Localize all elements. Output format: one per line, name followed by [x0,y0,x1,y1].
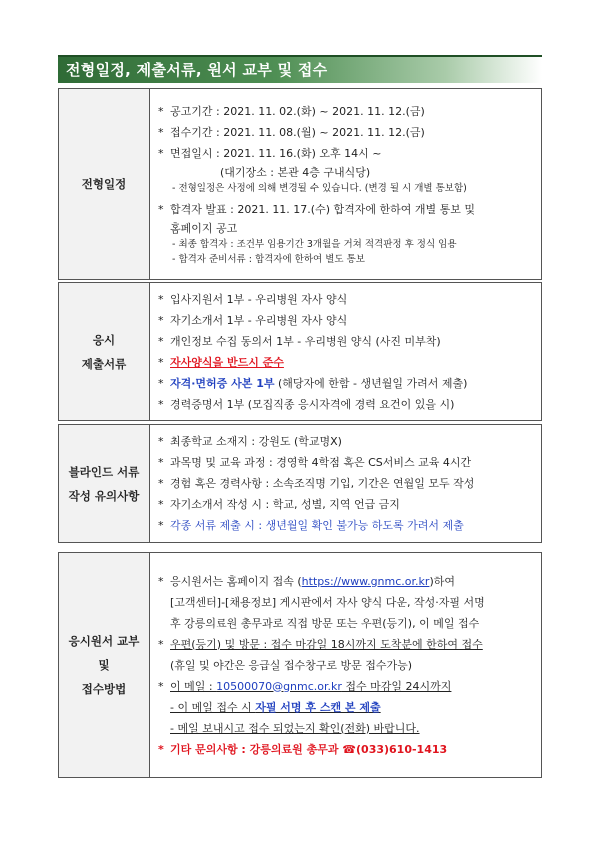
blind-content [150,425,542,543]
documents-item-2: * 자기소개서 1부 - 우리병원 자사 양식 [158,313,348,327]
application-item-1-line-2: [고객센터]-[채용정보] 게시판에서 자사 양식 다운, 작성·자필 서명 [170,595,485,609]
application-item-6: * 기타 문의사항 : 강릉의료원 총무과 ☎(033)610-1413 [158,742,448,756]
documents-item-4: * 자사양식을 반드시 준수 [158,355,284,369]
schedule-table [58,88,542,280]
documents-item-5: * 자격·면허증 사본 1부 (해당자에 한함 - 생년월일 가려서 제출) [158,376,468,390]
documents-table [58,282,542,421]
application-item-3: * 이 메일 : 10500070@gnmc.or.kr 접수 마감일 24시까지 [158,679,452,693]
schedule-notice: * 공고기간 : 2021. 11. 02.(화) ~ 2021. 11. 12.(금) [158,105,425,118]
blind-item-4: * 자기소개서 작성 시 : 학교, 성별, 지역 언급 금지 [158,498,400,511]
application-item-1: * 응시원서는 홈페이지 접속 (https://www.gnmc.or.kr)하여 [158,574,455,588]
blind-item-5: * 각종 서류 제출 시 : 생년월일 확인 불가능 하도록 가려서 제출 [158,519,464,532]
homepage-link[interactable]: https://www.gnmc.or.kr [301,574,430,588]
blind-item-2: * 과목명 및 교육 과정 : 경영학 4학점 혹은 CS서비스 교육 4시간 [158,456,472,469]
section-title: 전형일정, 제출서류, 원서 교부 및 접수 [58,55,542,83]
blind-table [58,424,542,543]
schedule-label: 전형일정 [59,89,150,280]
schedule-result-note-2: - 합격자 준비서류 : 합격자에 한하여 별도 통보 [172,254,365,265]
application-content [150,553,542,778]
schedule-result: * 합격자 발표 : 2021. 11. 17.(수) 합격자에 한하여 개별 통보 및 [158,203,475,216]
application-item-5: - 메일 보내시고 접수 되었는지 확인(전화) 바랍니다. [170,721,420,735]
email-address[interactable]: 10500070@gnmc.or.kr [216,679,342,693]
blind-item-1: * 최종학교 소재지 : 강원도 (학교명X) [158,435,342,448]
schedule-content [150,89,542,280]
schedule-interview-place: (대기장소 : 본관 4층 구내식당) [220,166,371,179]
documents-item-3: * 개인정보 수집 동의서 1부 - 우리병원 양식 (사진 미부착) [158,334,441,348]
schedule-result-note-1: - 최종 합격자 : 조건부 임용기간 3개월을 거쳐 적격판정 후 정식 임용 [172,239,457,250]
documents-item-6: * 경력증명서 1부 (모집직종 응시자격에 경력 요건이 있을 시) [158,397,455,411]
application-table [58,552,542,778]
schedule-result-cont: 홈페이지 공고 [170,222,238,235]
documents-item-1: * 입사지원서 1부 - 우리병원 자사 양식 [158,292,348,306]
application-item-1-line-3: 후 강릉의료원 총무과로 직접 방문 또는 우편(등기), 이 메일 접수 [170,616,480,630]
blind-label: 블라인드 서류 작성 유의사항 [59,425,150,543]
application-item-2-line-2: (휴일 및 야간은 응급실 접수창구로 방문 접수가능) [170,658,413,672]
application-item-4: - 이 메일 접수 시 자필 서명 후 스캔 본 제출 [170,700,381,714]
schedule-interview: * 면접일시 : 2021. 11. 16.(화) 오후 14시 ~ [158,147,382,160]
application-label: 응시원서 교부 및 접수방법 [59,553,150,778]
documents-content [150,283,542,421]
application-item-2: * 우편(등기) 및 방문 : 접수 마감일 18시까지 도착분에 한하여 접수 [158,637,483,651]
blind-item-3: * 경험 혹은 경력사항 : 소속조직명 기입, 기간은 연월일 모두 작성 [158,477,475,490]
schedule-interview-note: - 전형일정은 사정에 의해 변경될 수 있습니다. (변경 될 시 개별 통보함) [172,183,467,194]
documents-label: 응시 제출서류 [59,283,150,421]
schedule-apply: * 접수기간 : 2021. 11. 08.(월) ~ 2021. 11. 12.(금) [158,126,425,139]
